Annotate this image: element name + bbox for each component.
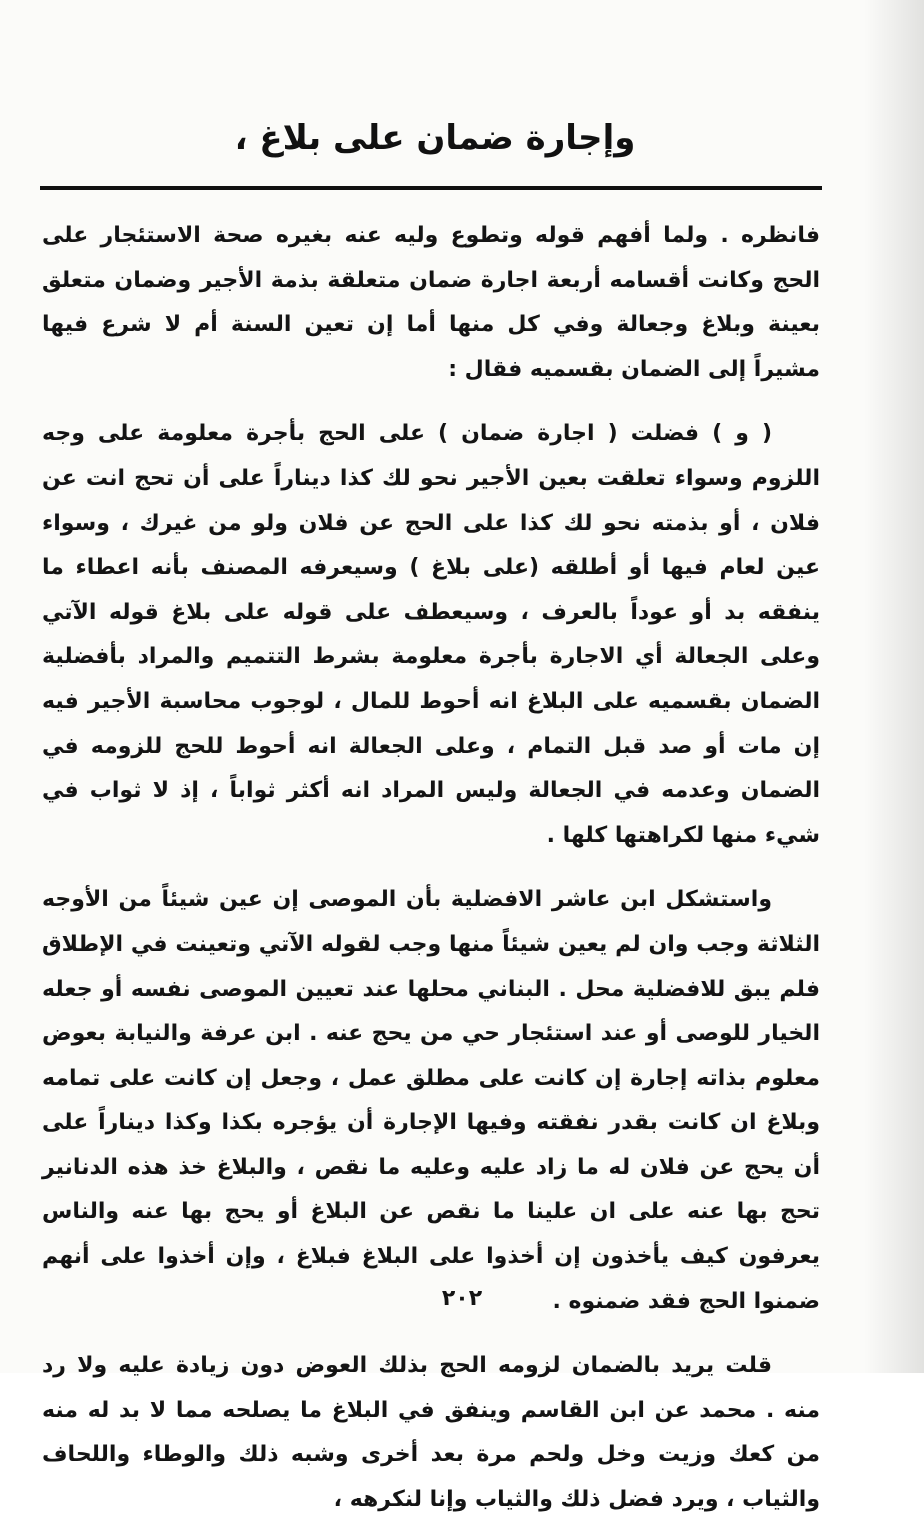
paragraph-1: فانظره . ولما أفهم قوله وتطوع وليه عنه بغيره صحة الاستئجار على الحج وكانت أقسامه أربعة اجارة ضمان متعلقة بذمة الأجير وضمان متعلق بعينة وبلاغ وجعالة وفي كل منها أما إن تعين السنة أم لا شرع فيها مشيراً إلى الضمان بقسميه فقال : [42, 223, 820, 382]
scan-shadow-edge [864, 0, 924, 1373]
running-header-title: وإجارة ضمان على بلاغ ، [234, 118, 636, 158]
main-text [42, 214, 820, 1523]
paragraph-2: ( و ) فضلت ( اجارة ضمان ) على الحج بأجرة معلومة على وجه اللزوم وسواء تعلقت بعين الأجير نحو لك كذا ديناراً على أن تحج انت عن فلان ، أو بذمته نحو لك كذا على الحج عن فلان ولو من غيرك ، وسواء عين لعام فيها أو أطلقه (على بلاغ ) وسيعرفه المصنف بأنه اعطاء ما ينفقه بد أو عوداً بالعرف ، وسيعطف على قوله على بلاغ قوله الآتي وعلى الجعالة أي الاجارة بأجرة معلومة بشرط التتميم والمراد بأفضلية الضمان بقسميه على البلاغ انه أحوط للمال ، لوجوب محاسبة الأجير فيه إن مات أو صد قبل التمام ، وعلى الجعالة انه أحوط للحج للزومه في الضمان وعدمه في الجعالة وليس المراد انه أكثر ثواباً ، إذ لا ثواب في شيء منها لكراهتها كلها . [42, 421, 820, 848]
page-number: ٢٠٢ [441, 1286, 483, 1311]
paragraph-4: قلت يريد بالضمان لزومه الحج بذلك العوض دون زيادة عليه ولا رد منه . محمد عن ابن القاسم وينفق في البلاغ ما يصلحه مما لا بد له منه من كعك وزيت وخل ولحم مرة بعد أخرى وشبه ذلك والوطاء واللحاف والثياب ، ويرد فضل ذلك والثياب وإنا لنكرهه ، [42, 1353, 820, 1513]
paragraph-3: واستشكل ابن عاشر الافضلية بأن الموصى إن عين شيئاً من الأوجه الثلاثة وجب وان لم يعين شيئاً منها وجب لقوله الآتي وتعينت في الإطلاق فلم يبق للافضلية محل . البناني محلها عند تعيين الموصى نفسه أو جعله الخيار للوصى أو عند استئجار حي من يحج عنه . ابن عرفة والنيابة بعوض معلوم بذاته إجارة إن كانت على مطلق عمل ، وجعل إن كانت على تمامه وبلاغ ان كانت بقدر نفقته وفيها الإجارة أن يؤجره بكذا وكذا ديناراً على أن يحج عن فلان له ما زاد عليه وعليه ما نقص ، والبلاغ خذ هذه الدنانير تحج بها عنه على ان علينا ما نقص عن البلاغ أو يحج بها عنه والناس يعرفون كيف يأخذون إن أخذوا على البلاغ فبلاغ ، وإن أخذوا على أنهم ضمنوا الحج فقد ضمنوه . [42, 887, 820, 1314]
header-rule [40, 186, 822, 190]
